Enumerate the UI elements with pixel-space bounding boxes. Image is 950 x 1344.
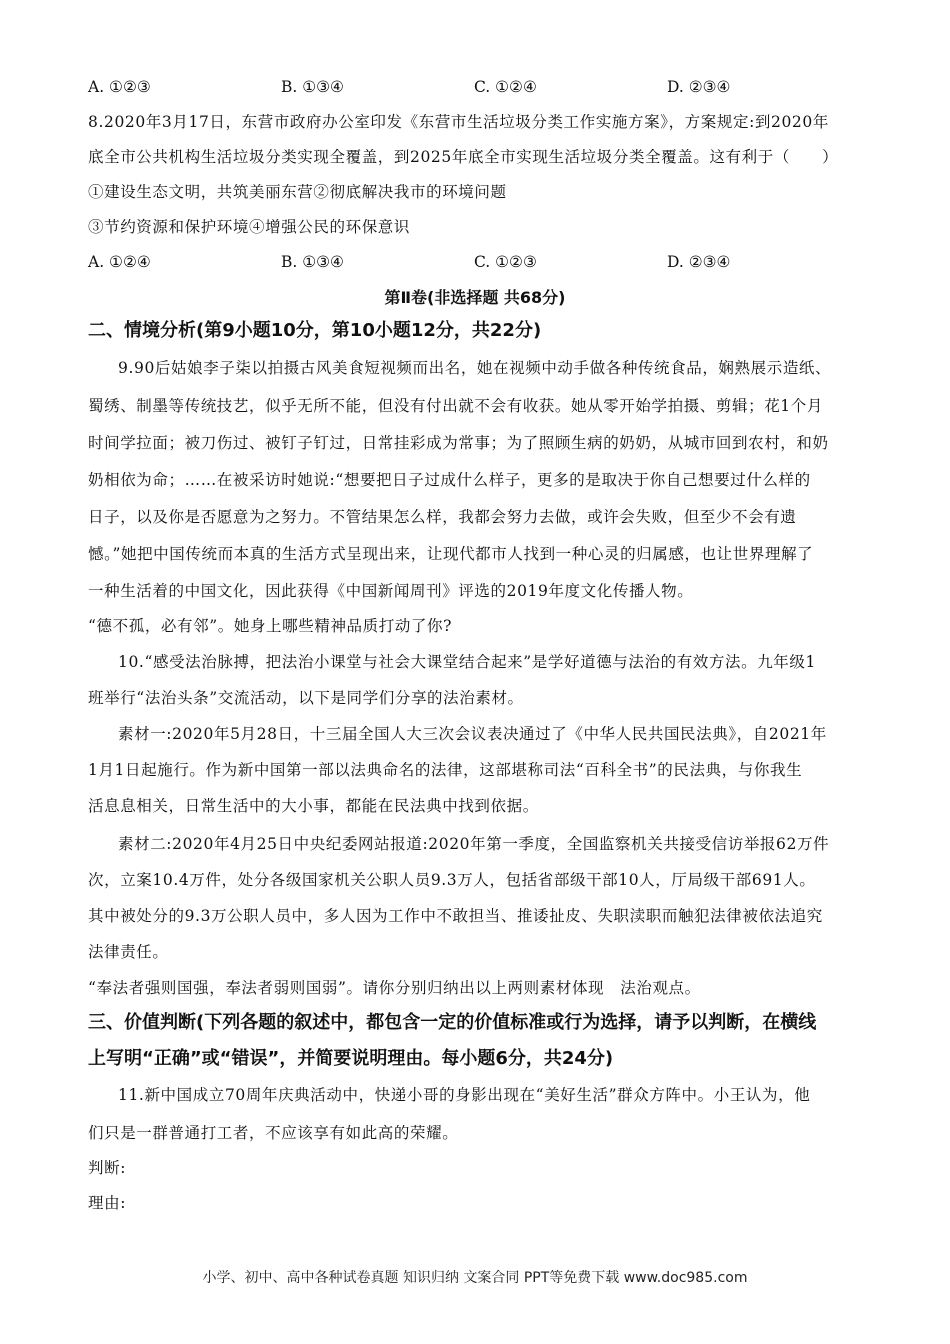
q9-line: 一种生活着的中国文化，因此获得《中国新闻周刊》评选的2019年度文化传播人物。	[88, 582, 694, 600]
q8-options	[88, 251, 868, 273]
q8-option-d: D. ②③④	[667, 253, 731, 271]
q8-line: 底全市公共机构生活垃圾分类实现全覆盖，到2025年底全市实现生活垃圾分类全覆盖。这有利于（ ）	[88, 148, 839, 166]
q11-line: 们只是一群普通打工者，不应该享有如此高的荣耀。	[88, 1124, 459, 1142]
q10-line: 活息息相关，日常生活中的大小事，都能在民法典中找到依据。	[88, 797, 539, 815]
volume-title: 第Ⅱ卷(非选择题 共68分)	[384, 288, 566, 307]
q7-option-a: A. ①②③	[88, 78, 151, 96]
q9-line: 憾。”她把中国传统而本真的生活方式呈现出来，让现代都市人找到一种心灵的归属感，也让世界理解了	[88, 545, 814, 563]
q9-line: 蜀绣、制墨等传统技艺，似乎无所不能，但没有付出就不会有收获。她从零开始学拍摄、剪辑；花1个月	[88, 397, 823, 415]
section-3-title-cont: 上写明“正确”或“错误”，并简要说明理由。每小题6分，共24分)	[88, 1048, 614, 1069]
q7-options	[88, 76, 868, 98]
q7-option-c: C. ①②④	[474, 78, 537, 96]
section-2-title: 二、情境分析(第9小题10分，第10小题12分，共22分)	[88, 320, 542, 341]
q8-line: 8.2020年3月17日，东营市政府办公室印发《东营市生活垃圾分类工作实施方案》，方案规定:到2020年	[88, 113, 829, 131]
q7-option-b: B. ①③④	[281, 78, 344, 96]
q9-line: 日子，以及你是否愿意为之努力。不管结果怎么样，我都会努力去做，或许会失败，但至少不会有遗	[88, 508, 797, 526]
q7-option-d: D. ②③④	[667, 78, 731, 96]
q8-line: ③节约资源和保护环境④增强公民的环保意识	[88, 218, 411, 236]
q10-line: 其中被处分的9.3万公职人员中，多人因为工作中不敢担当、推诿扯皮、失职渎职而触犯法律被依法追究	[88, 907, 823, 925]
q8-line: ①建设生态文明，共筑美丽东营②彻底解决我市的环境问题	[88, 183, 507, 201]
q10-material-1: 素材一:2020年5月28日，十三届全国人大三次会议表决通过了《中华人民共国民法典》，自2021年	[118, 725, 827, 743]
q10-line: 10.“感受法治脉搏，把法治小课堂与社会大课堂结合起来”是学好道德与法治的有效方法。九年级1	[118, 653, 816, 671]
q10-line: 次，立案10.4万件，处分各级国家机关公职人员9.3万人，包括省部级干部10人，厅局级干部691人。	[88, 871, 816, 889]
q8-option-c: C. ①②③	[474, 253, 537, 271]
section-3-title: 三、价值判断(下列各题的叙述中，都包含一定的价值标准或行为选择，请予以判断，在横线	[88, 1012, 817, 1033]
q9-question: “德不孤，必有邻”。她身上哪些精神品质打动了你?	[88, 617, 453, 635]
q10-line: 班举行“法治头条”交流活动，以下是同学们分享的法治素材。	[88, 689, 524, 707]
q8-option-b: B. ①③④	[281, 253, 344, 271]
q9-line: 时间学拉面；被刀伤过、被钉子钉过，日常挂彩成为常事；为了照顾生病的奶奶，从城市回到农村，和奶	[88, 434, 829, 452]
q9-line: 奶相依为命；……在被采访时她说:“想要把日子过成什么样子，更多的是取决于你自己想要过什么样的	[88, 471, 811, 489]
q10-line: 法律责任。	[88, 943, 169, 961]
q8-option-a: A. ①②④	[88, 253, 151, 271]
q11-line: 11.新中国成立70周年庆典活动中，快递小哥的身影出现在“美好生活”群众方阵中。小王认为，他	[118, 1086, 811, 1104]
q9-line: 9.90后姑娘李子柒以拍摄古风美食短视频而出名，她在视频中动手做各种传统食品，娴熟展示造纸、	[118, 359, 832, 377]
q10-question: “奉法者强则国强，奉法者弱则国弱”。请你分别归纳出以上两则素材体现 法治观点。	[88, 979, 701, 997]
q10-material-2: 素材二:2020年4月25日中央纪委网站报道:2020年第一季度，全国监察机关共接受信访举报62万件	[118, 835, 830, 853]
judgment-label: 判断:	[88, 1159, 127, 1177]
page-footer: 小学、初中、高中各种试卷真题 知识归纳 文案合同 PPT等免费下载 www.doc985.com	[202, 1270, 748, 1286]
q10-line: 1月1日起施行。作为新中国第一部以法典命名的法律，这部堪称司法“百科全书”的民法典，与你我生	[88, 761, 803, 779]
reason-label: 理由:	[88, 1194, 127, 1212]
